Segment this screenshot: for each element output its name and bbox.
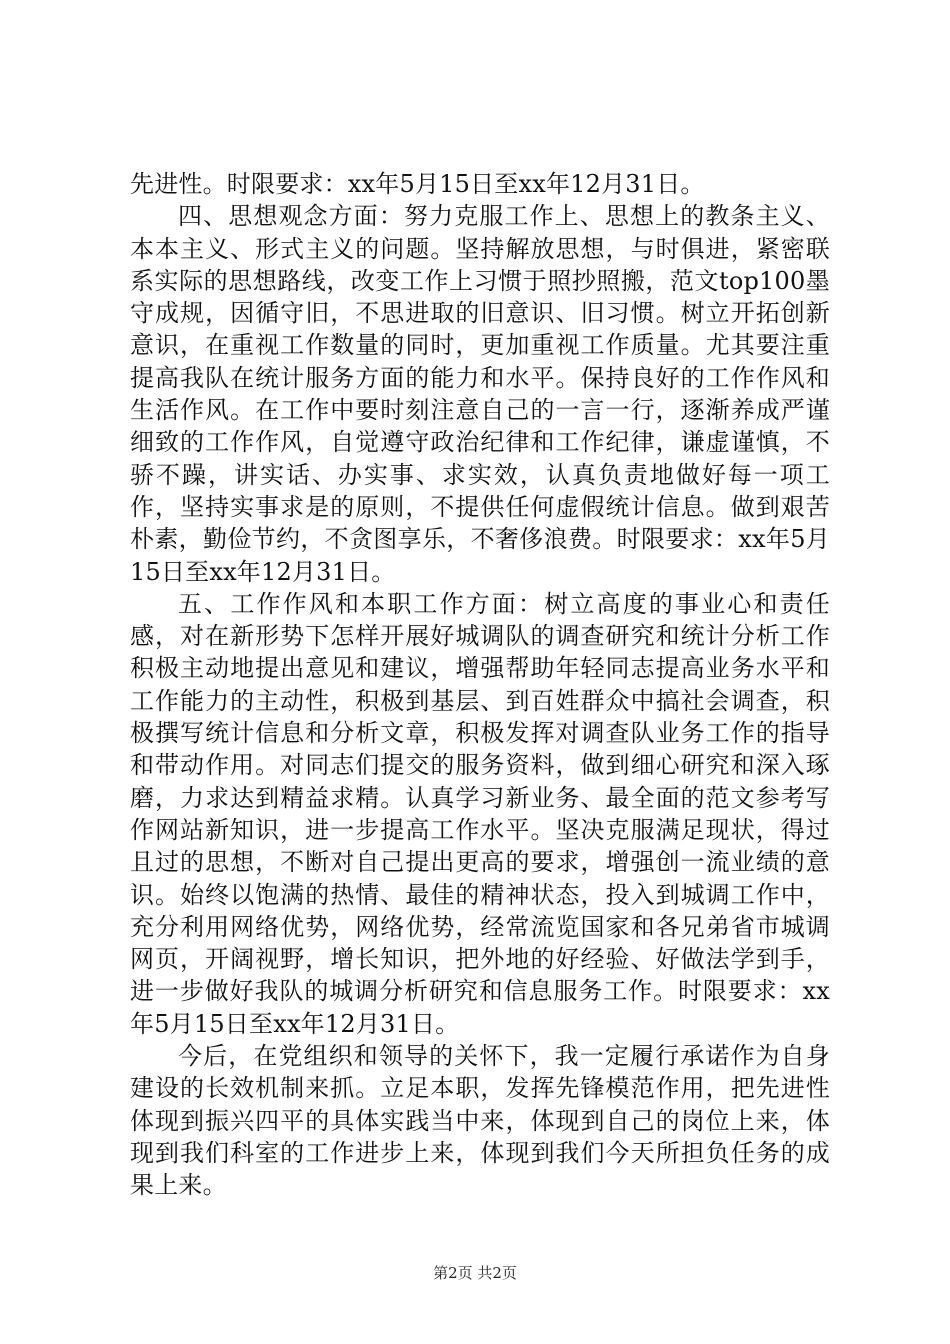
- document-body: [130, 168, 830, 1202]
- paragraph-continuation: 先进性。时限要求：xx年5月15日至xx年12月31日。: [130, 170, 705, 198]
- paragraph-conclusion: 今后，在党组织和领导的关怀下，我一定履行承诺作为自身建设的长效机制来抓。立足本职，发挥先锋模范作用，把先进性体现到振兴四平的具体实践当中来，体现到自己的岗位上来，体现到我们科室的工作进步上来，体现到我们今天所担负任务的成果上来。: [130, 1042, 830, 1200]
- paragraph-section-five: 五、工作作风和本职工作方面：树立高度的事业心和责任感，对在新形势下怎样开展好城调队的调查研究和统计分析工作积极主动地提出意见和建议，增强帮助年轻同志提高业务水平和工作能力的主动性，积极到基层、到百姓群众中搞社会调查，积极撰写统计信息和分析文章，积极发挥对调查队业务工作的指导和带动作用。对同志们提交的服务资料，做到细心研究和深入琢磨，力求达到精益求精。认真学习新业务、最全面的范文参考写作网站新知识，进一步提高工作水平。坚决克服满足现状，得过且过的思想，不断对自己提出更高的要求，增强创一流业绩的意识。始终以饱满的热情、最佳的精神状态，投入到城调工作中，充分利用网络优势，网络优势，经常流览国家和各兄弟省市城调网页，开阔视野，增长知识，把外地的好经验、好做法学到手，进一步做好我队的城调分析研究和信息服务工作。时限要求：xx年5月15日至xx年12月31日。: [130, 589, 830, 1038]
- page-number-footer: 第2页 共2页: [433, 1264, 517, 1282]
- paragraph-section-four: 四、思想观念方面：努力克服工作上、思想上的教条主义、本本主义、形式主义的问题。坚持解放思想，与时俱进，紧密联系实际的思想路线，改变工作上习惯于照抄照搬，范文top100墨守成规，因循守旧，不思进取的旧意识、旧习惯。树立开拓创新意识，在重视工作数量的同时，更加重视工作质量。尤其要注重提高我队在统计服务方面的能力和水平。保持良好的工作作风和生活作风。在工作中要时刻注意自己的一言一行，逐渐养成严谨细致的工作作风，自觉遵守政治纪律和工作纪律，谦虚谨慎，不骄不躁，讲实话、办实事、求实效，认真负责地做好每一项工作，坚持实事求是的原则，不提供任何虚假统计信息。做到艰苦朴素，勤俭节约，不贪图享乐，不奢侈浪费。时限要求：xx年5月15日至xx年12月31日。: [130, 202, 830, 586]
